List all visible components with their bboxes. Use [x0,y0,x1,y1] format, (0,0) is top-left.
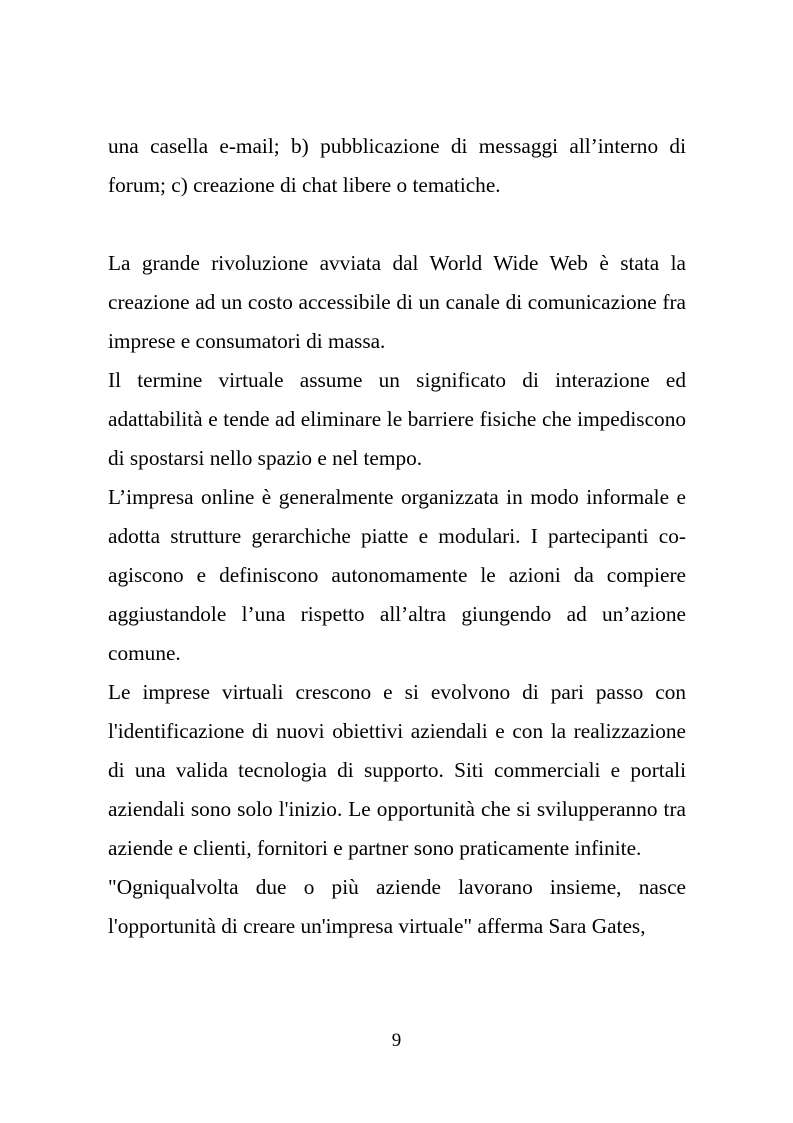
paragraph-continuation: una casella e-mail; b) pubblicazione di messaggi all’interno di forum; c) creazione di chat libere o tematiche. [108,134,686,197]
paragraph-online-enterprise: L’impresa online è generalmente organizzata in modo informale e adotta strutture gerarchiche piatte e modulari. I partecipanti co-agiscono e definiscono autonomamente le azioni da compiere aggiustandole l’una rispetto all’altra giungendo ad un’azione comune. [108,485,686,665]
paragraph-web-revolution: La grande rivoluzione avviata dal World Wide Web è stata la creazione ad un costo accessibile di un canale di comunicazione fra imprese e consumatori di massa. [108,251,686,353]
body-text [108,127,686,946]
paragraph-virtual-term: Il termine virtuale assume un significato di interazione ed adattabilità e tende ad eliminare le barriere fisiche che impediscono di spostarsi nello spazio e nel tempo. [108,368,686,470]
page-number: 9 [391,1030,402,1051]
paragraph-quote: "Ogniqualvolta due o più aziende lavorano insieme, nasce l'opportunità di creare un'impresa virtuale" afferma Sara Gates, [108,875,686,938]
paragraph-virtual-enterprises: Le imprese virtuali crescono e si evolvono di pari passo con l'identificazione di nuovi obiettivi aziendali e con la realizzazione di una valida tecnologia di supporto. Siti commerciali e portali aziendali sono solo l'inizio. Le opportunità che si svilupperanno tra aziende e clienti, fornitori e partner sono praticamente infinite. [108,680,686,860]
